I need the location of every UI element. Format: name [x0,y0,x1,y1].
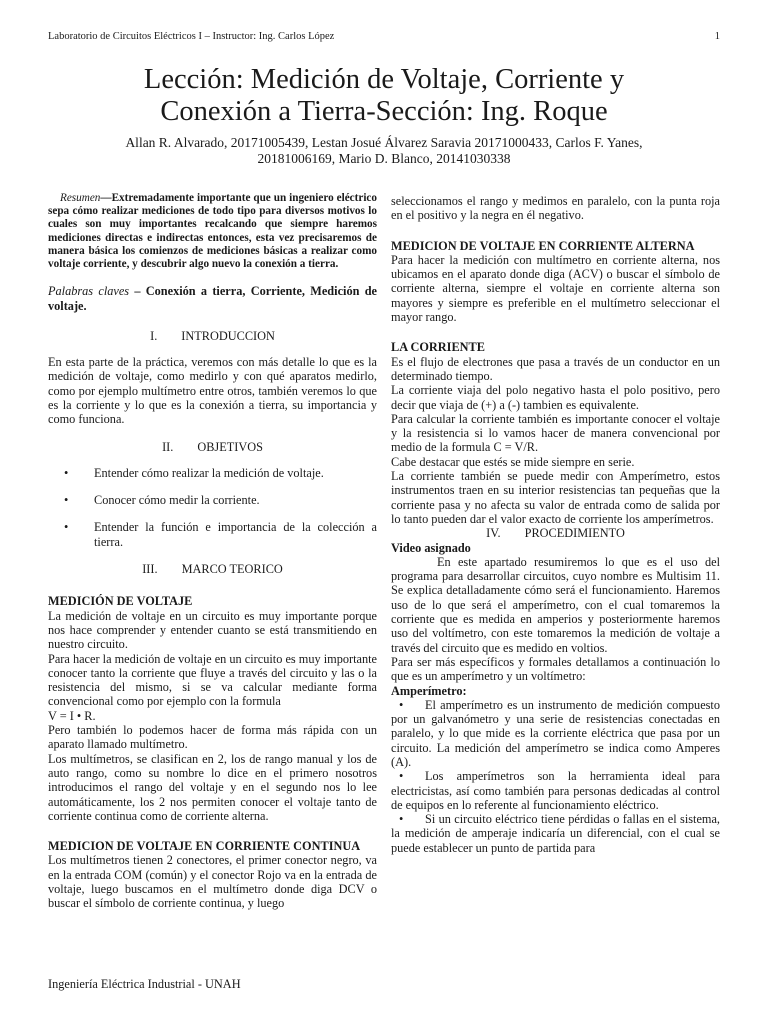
ammeter-list [391,698,720,855]
list-item [391,698,720,769]
abstract-text: —Extremadamente importante que un ingeniero eléctrico sepa cómo realizar mediciones de todo tipo para diversos motivos lo cuales son muy importantes recalcando que siempre haremos mediciones directas e indirectas entonces, esta vez precisaremos de manera básica los comienzos de mediciones básicas a realizar como voltaje corriente, y descubrir algo nuevo la conexión a tierra. [48,192,377,271]
intro-paragraph: En esta parte de la práctica, veremos con más detalle lo que es la medición de voltaje, como medirlo y con qué aparatos medirlo, como por ejemplo multímetro entre otros, también veremos lo que es la corriente y lo que es la conexión a tierra, su importancia y como funciona. [48,355,377,427]
paragraph: La medición de voltaje en un circuito es muy importante porque nos hace comprender y entender cuanto se está transmitiendo en nuestro circuito. [48,608,377,652]
abstract-lead: Resumen [60,192,101,204]
section-title: PROCEDIMIENTO [524,526,625,541]
paragraph: seleccionamos el rango y medimos en paralelo, con la punta roja en el positivo y la negra en él negativo. [391,194,720,223]
bullet-icon: • [64,520,69,535]
section-title: INTRODUCCION [181,328,275,343]
paragraph: Para ser más específicos y formales detallamos a continuación lo que es un amperímetro y un voltímetro: [391,654,720,684]
list-item [48,466,377,480]
subsection-heading: Video asignado [391,540,471,555]
keywords-lead: Palabras claves [48,284,130,299]
section-heading-marco [48,562,377,576]
section-number: III. [142,562,158,577]
list-item-text: El amperímetro es un instrumento de medición compuesto por un galvanómetro y una serie de resistencias conectadas en paralelo, y lo que mide es la corriente eléctrica que pasa por un circuito. La medición del amperímetro se indica como Amperes (A). [391,697,720,769]
paragraph: La corriente también se puede medir con Amperímetro, estos instrumentos traen en su interior resistencias tan pequeñas que la corriente pasa y no afecta su valor de entrada como de salida por lo tanto pueden dar el valor exacto de corriente los amperímetros. [391,469,720,526]
list-item [48,520,377,549]
list-item-text: Los amperímetros son la herramienta ideal para electricistas, así como también para personas dedicadas al control de equipos en lo referente al funcionamiento eléctrico. [391,769,720,812]
page-footer: Ingeniería Eléctrica Industrial - UNAH [48,977,241,991]
keywords-text: – Conexión a tierra, Corriente, Medición de voltaje. [48,284,377,313]
page-number: 1 [714,31,720,42]
bullet-icon: • [64,493,69,508]
section-heading-procedimiento [391,526,720,540]
paragraph: Para hacer la medición con multímetro en corriente alterna, nos ubicamos en el aparato donde diga (ACV) o buscar el símbolo de corriente alterna, siempre el voltaje en corriente alterna son mayores y siempre es preferible en el multímetro seleccionar el mayor rango. [391,252,720,325]
right-column [391,194,720,855]
paragraph: Para calcular la corriente también es importante conocer el voltaje y la resistencia si lo vamos hacer de manera convencional por medio de la formula C = V/R. [391,411,720,455]
paragraph: Es el flujo de electrones que pasa a través de un conductor en un determinado tiempo. [391,354,720,383]
section-heading-intro [48,329,377,343]
list-item-text: Entender cómo realizar la medición de voltaje. [94,465,324,480]
abstract [48,192,377,271]
author-list [70,135,698,167]
bullet-icon: • [399,697,404,712]
section-number: IV. [486,526,501,541]
subsection-heading: MEDICION DE VOLTAJE EN CORRIENTE ALTERNA [391,238,695,253]
subsection-heading: MEDICIÓN DE VOLTAJE [48,594,193,609]
keywords [48,284,377,313]
bullet-icon: • [399,769,404,784]
paragraph: Pero también lo podemos hacer de forma más rápida con un aparato llamado multímetro. [48,723,377,752]
objectives-list [48,466,377,549]
authors-line-2: 20181006169, Mario D. Blanco, 20141030338 [257,151,511,166]
paragraph: Los multímetros tienen 2 conectores, el primer conector negro, va en la entrada COM (común) y el conector Rojo va en la entrada de voltaje, luego buscamos en el multímetro donde diga DCV o buscar el símbolo de corriente continua, y luego [48,853,377,911]
paragraph: Cabe destacar que estés se mide siempre en serie. [391,454,635,469]
list-item-text: Entender la función e importancia de la colección a tierra. [94,520,377,549]
list-item [48,493,377,507]
paragraph: Los multímetros, se clasifican en 2, los de rango manual y los de auto rango, como su nombre lo dice en el primero nosotros introducimos el rango del voltaje y en el segundo nos lo lee automáticamente, los 2 nos permiten conocer el voltaje tanto de corriente continua como de corriente alterna. [48,751,377,823]
section-title: MARCO TEORICO [181,562,283,577]
title-line-1: Lección: Medición de Voltaje, Corriente y [143,64,625,95]
list-item-text: Si un circuito eléctrico tiene pérdidas o fallas en el sistema, la medición de amperaje indicaría un diferencial, con el cual se puede establecer un punto de partida para [391,812,720,855]
paragraph: En este apartado resumiremos lo que es el uso del programa para desarrollar circuitos, cuyo nombre es Multisim 11. Se explica detalladamente cómo será el funcionamiento. Haremos uso de lo que será el amperímetro, con el cual tomaremos la corriente que es medida en amperios y posteriormente haremos uso del voltímetro, con este tomaremos la medición de voltaje a través del circuito que es medido en voltios. [391,554,720,655]
formula: V = I • R. [48,708,96,723]
section-title: OBJETIVOS [197,439,263,454]
bullet-icon: • [399,812,404,827]
subsection-heading: MEDICION DE VOLTAJE EN CORRIENTE CONTINUA [48,839,361,854]
list-item [391,812,720,855]
paragraph: Para hacer la medición de voltaje en un circuito es muy importante conocer tanto la corriente que fluye a través del circuito y las o la resistencia del mismo, si se va calcular mediante forma convencional como por ejemplo con la formula [48,651,377,709]
subsection-heading: LA CORRIENTE [391,340,485,355]
section-number: I. [150,328,158,343]
title-line-2: Conexión a Tierra-Sección: Ing. Roque [160,96,608,127]
subsection-heading: Amperímetro: [391,683,467,698]
authors-line-1: Allan R. Alvarado, 20171005439, Lestan Josué Álvarez Saravia 20171000433, Carlos F. Yanes, [125,135,643,150]
list-item [391,769,720,812]
running-title: Laboratorio de Circuitos Eléctricos I – Instructor: Ing. Carlos López [48,31,335,42]
bullet-icon: • [64,465,69,480]
paper-title [60,64,708,128]
list-item-text: Conocer cómo medir la corriente. [94,493,260,508]
section-heading-objetivos [48,440,377,454]
section-number: II. [162,439,174,454]
paragraph: La corriente viaja del polo negativo hasta el polo positivo, pero decir que viaja de (+) a (-) tambien es equivalente. [391,383,720,412]
left-column [48,192,377,911]
